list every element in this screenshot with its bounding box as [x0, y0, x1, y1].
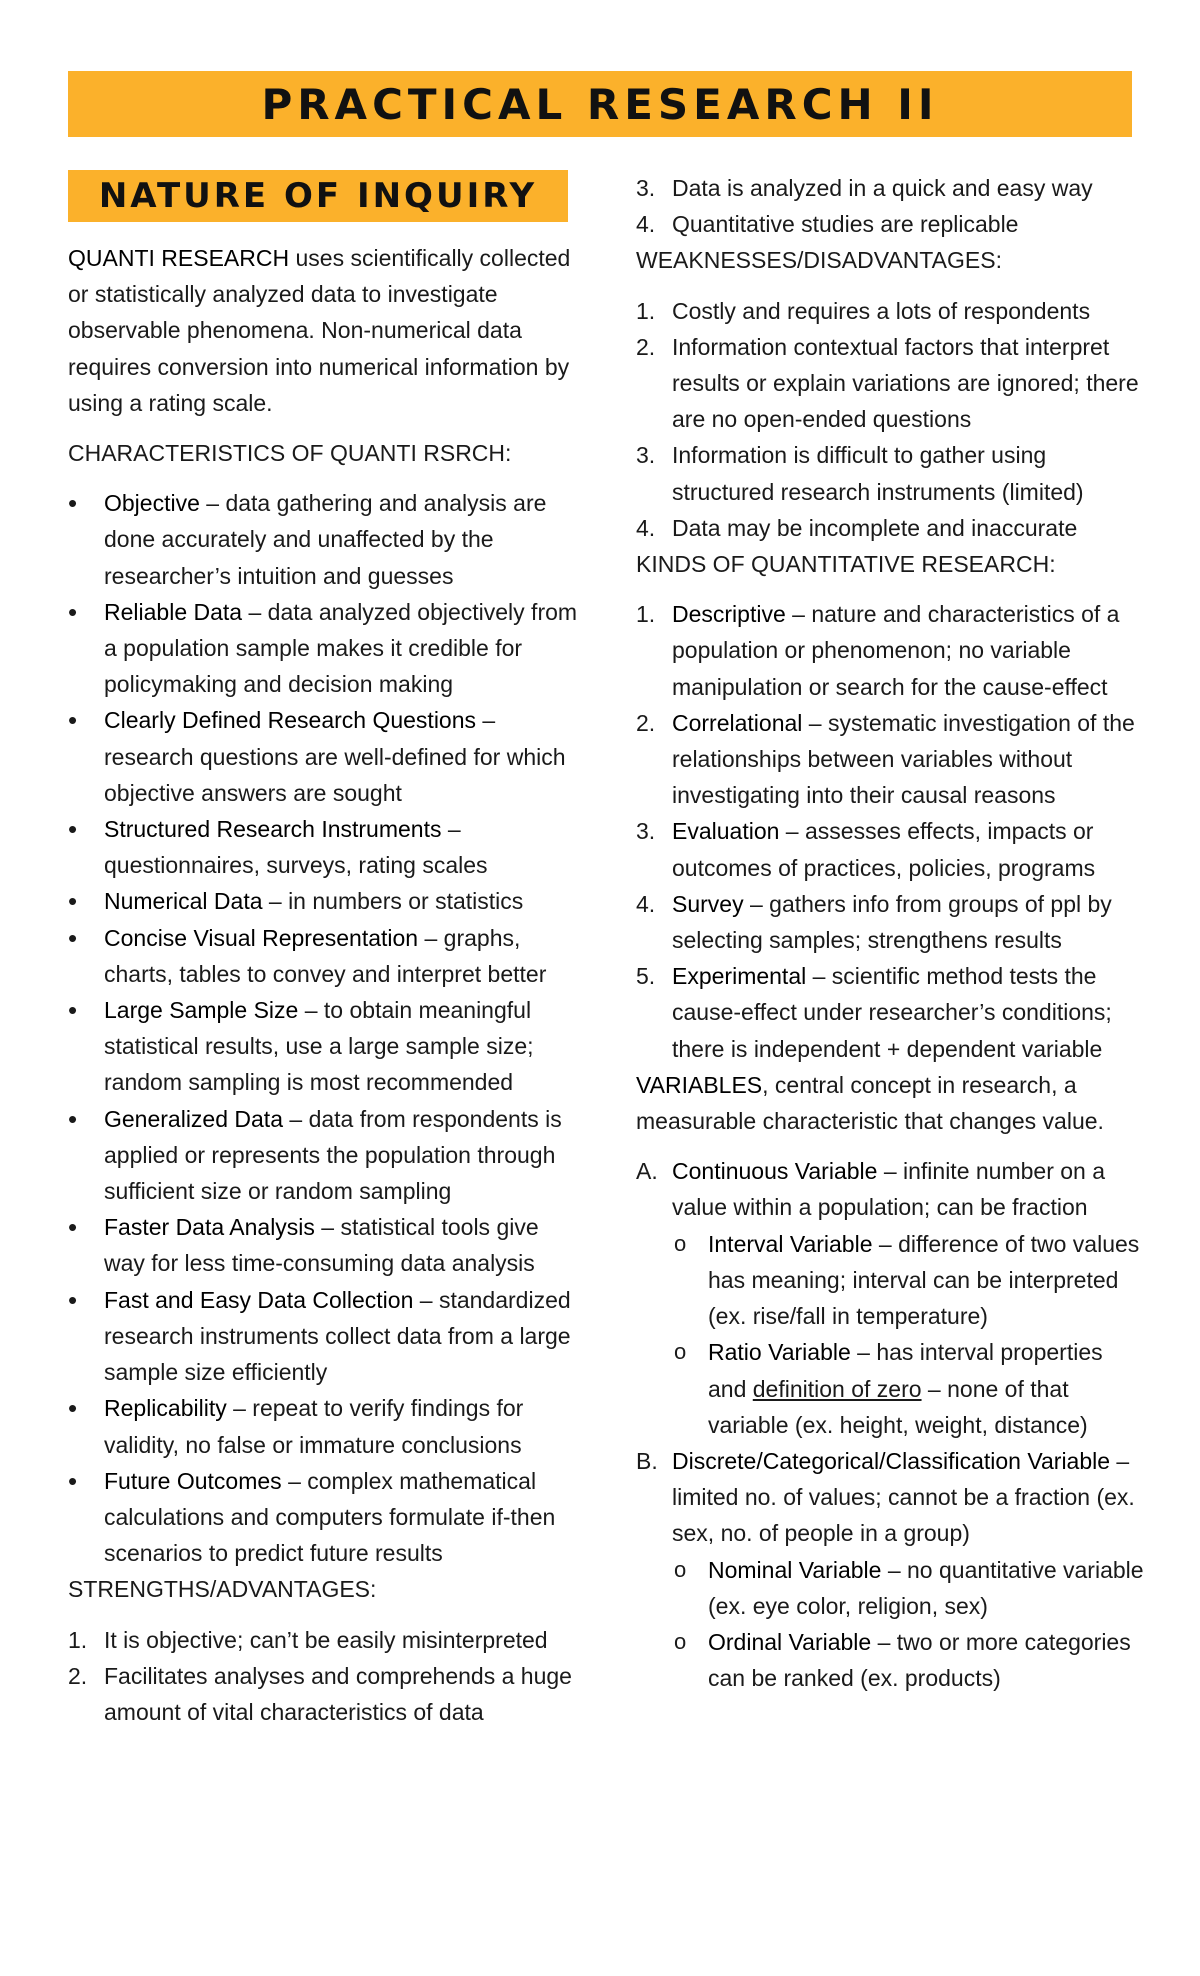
item-number: 1. [68, 1626, 88, 1653]
strengths-list-continued [636, 170, 1144, 242]
list-item [636, 293, 1144, 329]
item-desc: – none of that variable (ex. height, weight, distance) [708, 1375, 1088, 1438]
item-number: 3. [636, 442, 656, 469]
item-letter: A. [636, 1158, 658, 1185]
item-text: Data may be incomplete and inaccurate [672, 514, 1078, 541]
list-item [68, 1282, 578, 1391]
item-number: 2. [68, 1662, 88, 1689]
item-term: Ordinal Variable [708, 1628, 872, 1655]
variables-term: VARIABLES [636, 1071, 763, 1098]
kinds-heading: KINDS OF QUANTITATIVE RESEARCH: [636, 551, 1056, 578]
strengths-list [68, 1622, 578, 1731]
sub-list [672, 1552, 1144, 1697]
item-number: 3. [636, 818, 656, 845]
item-desc: – research questions are well-defined for which objective answers are sought [104, 707, 566, 806]
item-desc: – graphs, charts, tables to convey and interpret better [104, 924, 547, 987]
title-banner [68, 71, 1132, 137]
item-term: Continuous Variable [672, 1158, 878, 1185]
list-item [636, 206, 1144, 242]
intro-text: uses scientifically collected or statistically analyzed data to investigate observable phenomena. Non-numerical data requires conversion into numerical information by using a rating scale. [68, 245, 571, 416]
item-number: 2. [636, 709, 656, 736]
item-term: Large Sample Size [104, 997, 299, 1024]
item-desc: – in numbers or statistics [262, 888, 524, 915]
item-number: 5. [636, 963, 656, 990]
item-desc: – systematic investigation of the relationships between variables without investigating into their causal reasons [672, 709, 1135, 809]
item-desc: – no quantitative variable (ex. eye color, religion, sex) [708, 1556, 1144, 1619]
list-item [636, 813, 1144, 885]
sub-list [672, 1226, 1144, 1443]
item-term: Objective [104, 490, 200, 517]
bullet-marker: • [68, 1465, 78, 1496]
bullet-marker: • [68, 922, 78, 953]
bullet-marker: • [68, 1212, 78, 1243]
item-term: Experimental [672, 963, 807, 990]
item-number: 4. [636, 514, 656, 541]
underlined-term: definition of zero [752, 1375, 922, 1402]
item-desc: – data analyzed objectively from a population sample makes it credible for policymaking and decision making [104, 598, 578, 698]
sub-list-item [672, 1552, 1144, 1624]
item-text: Quantitative studies are replicable [672, 211, 1019, 238]
list-item [68, 702, 578, 811]
left-column [68, 170, 578, 1730]
item-term: Discrete/Categorical/Classification Variable [672, 1447, 1111, 1474]
bullet-marker: • [68, 814, 78, 845]
bullet-marker: • [68, 1284, 78, 1315]
section-header [68, 170, 568, 222]
list-item [68, 883, 578, 919]
circle-marker: o [674, 1230, 687, 1256]
item-term: Replicability [104, 1395, 227, 1422]
list-item [68, 485, 578, 594]
item-number: 4. [636, 890, 656, 917]
weaknesses-heading: WEAKNESSES/DISADVANTAGES: [636, 247, 1002, 274]
item-text: Information is difficult to gather using structured research instruments (limited) [672, 442, 1084, 505]
item-desc: – statistical tools give way for less time-consuming data analysis [104, 1214, 539, 1277]
list-item [68, 1209, 578, 1281]
item-desc: – to obtain meaningful statistical results, use a large sample size; random sampling is most recommended [104, 997, 534, 1096]
item-letter: B. [636, 1447, 658, 1474]
bullet-marker: • [68, 1103, 78, 1134]
list-item [68, 1101, 578, 1210]
intro-term: QUANTI RESEARCH [68, 245, 290, 271]
list-item [636, 437, 1144, 509]
list-item [68, 594, 578, 703]
sub-list-item [672, 1624, 1144, 1696]
variables-text: , central concept in research, a measurable characteristic that changes value. [636, 1071, 1104, 1135]
intro-paragraph [68, 240, 578, 421]
list-item [636, 596, 1144, 705]
list-item [68, 1658, 578, 1730]
item-term: Concise Visual Representation [104, 924, 419, 951]
strengths-heading: STRENGTHS/ADVANTAGES: [68, 1576, 377, 1603]
item-desc: – scientific method tests the cause-effect under researcher’s conditions; there is independent + dependent variable [672, 963, 1112, 1062]
list-item [68, 811, 578, 883]
variables-list [636, 1153, 1144, 1696]
item-text: Facilitates analyses and comprehends a huge amount of vital characteristics of data [104, 1662, 572, 1725]
item-desc: – limited no. of values; cannot be a fraction (ex. sex, no. of people in a group) [672, 1447, 1135, 1547]
list-item [68, 1463, 578, 1572]
list-item [636, 705, 1144, 814]
item-term: Nominal Variable [708, 1556, 882, 1583]
circle-marker: o [674, 1556, 687, 1582]
item-number: 3. [636, 175, 656, 201]
characteristics-heading: CHARACTERISTICS OF QUANTI RSRCH: [68, 440, 512, 467]
characteristics-list [68, 485, 578, 1571]
item-term: Numerical Data [104, 888, 263, 915]
item-desc: – repeat to verify findings for validity, no false or immature conclusions [104, 1395, 524, 1458]
item-desc: – data gathering and analysis are done accurately and unaffected by the researcher’s intuition and guesses [104, 490, 547, 589]
list-item [68, 1622, 578, 1658]
item-desc: – data from respondents is applied or represents the population through sufficient size or random sampling [104, 1105, 562, 1205]
item-term: Interval Variable [708, 1230, 873, 1257]
sub-list-item [672, 1226, 1144, 1335]
item-desc: – questionnaires, surveys, rating scales [104, 816, 488, 879]
list-item [636, 510, 1144, 546]
item-number: 1. [636, 297, 656, 324]
item-desc: – gathers info from groups of ppl by selecting samples; strengthens results [672, 890, 1112, 954]
bullet-marker: • [68, 488, 78, 519]
list-item [636, 958, 1144, 1067]
item-term: Evaluation [672, 818, 780, 845]
item-term: Fast and Easy Data Collection [104, 1286, 414, 1313]
bullet-marker: • [68, 995, 78, 1026]
variables-paragraph [636, 1067, 1144, 1139]
item-term: Descriptive [672, 601, 786, 628]
list-item [636, 886, 1144, 958]
item-desc: – two or more categories can be ranked (ex. products) [708, 1628, 1131, 1692]
item-term: Faster Data Analysis [104, 1214, 315, 1241]
circle-marker: o [674, 1628, 687, 1654]
item-term: Ratio Variable [708, 1339, 851, 1366]
list-item [636, 1153, 1144, 1443]
item-term: Clearly Defined Research Questions [104, 707, 477, 734]
list-item [636, 1443, 1144, 1696]
list-item [636, 329, 1144, 438]
item-desc: – infinite number on a value within a population; can be fraction [672, 1158, 1106, 1221]
item-text: Data is analyzed in a quick and easy way [672, 175, 1093, 201]
item-desc: – standardized research instruments collect data from a large sample size efficiently [104, 1286, 571, 1386]
item-desc: – difference of two values has meaning; interval can be interpreted (ex. rise/fall in temperature) [708, 1230, 1140, 1330]
right-column [636, 170, 1144, 1696]
item-term: Reliable Data [104, 598, 243, 625]
item-number: 4. [636, 211, 656, 238]
list-item [636, 170, 1144, 206]
bullet-marker: • [68, 1393, 78, 1424]
item-text: It is objective; can’t be easily misinterpreted [104, 1626, 548, 1653]
item-number: 1. [636, 601, 656, 628]
bullet-marker: • [68, 886, 78, 917]
sub-list-item [672, 1334, 1144, 1443]
item-text: Information contextual factors that interpret results or explain variations are ignored; there are no open-ended questions [672, 333, 1139, 433]
item-desc: – complex mathematical calculations and computers formulate if-then scenarios to predict future results [104, 1467, 556, 1567]
item-term: Correlational [672, 709, 803, 736]
weaknesses-list [636, 293, 1144, 546]
bullet-marker: • [68, 705, 78, 736]
item-term: Future Outcomes [104, 1467, 282, 1494]
list-item [68, 920, 578, 992]
item-text: Costly and requires a lots of respondents [672, 297, 1091, 324]
item-desc: – has interval properties and [708, 1339, 1103, 1402]
item-desc: – assesses effects, impacts or outcomes of practices, policies, programs [672, 818, 1096, 881]
page-title: PRACTICAL RESEARCH II [261, 79, 939, 129]
section-title: NATURE OF INQUIRY [98, 175, 538, 216]
bullet-marker: • [68, 596, 78, 627]
item-number: 2. [636, 333, 656, 360]
item-term: Generalized Data [104, 1105, 283, 1132]
list-item [68, 1390, 578, 1462]
circle-marker: o [674, 1339, 687, 1365]
list-item [68, 992, 578, 1101]
item-term: Survey [672, 890, 744, 917]
kinds-list [636, 596, 1144, 1067]
item-desc: – nature and characteristics of a population or phenomenon; no variable manipulation or search for the cause-effect [672, 601, 1120, 700]
item-term: Structured Research Instruments [104, 816, 442, 843]
